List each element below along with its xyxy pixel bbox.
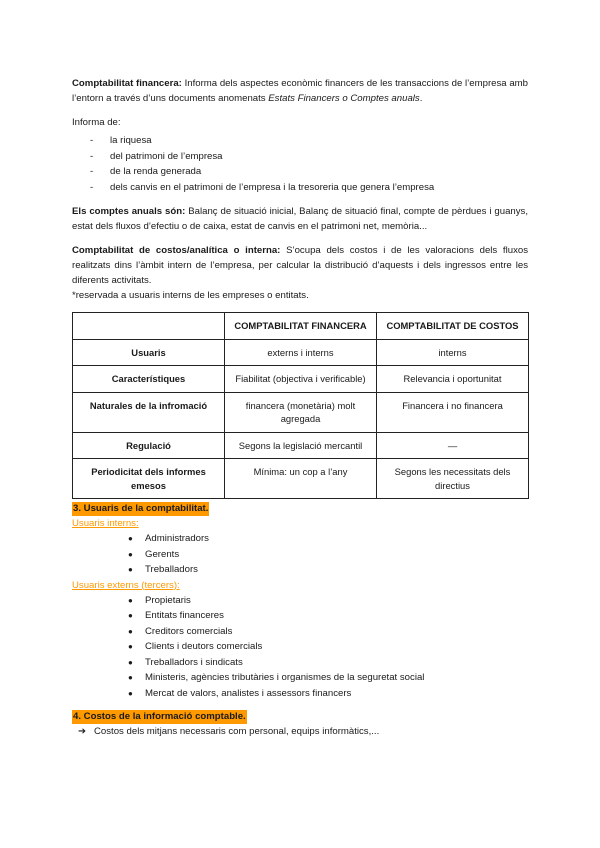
- externs-list: [72, 593, 528, 702]
- table-row: [73, 432, 529, 459]
- list-item: - del patrimoni de l’empresa: [72, 149, 528, 165]
- list-item: ● Ministeris, agències tributàries i organismes de la seguretat social: [72, 670, 528, 686]
- costos-label: Comptabilitat de costos/analítica o interna:: [72, 245, 281, 256]
- list-item: ● Treballadors i sindicats: [72, 655, 528, 671]
- table-row: [73, 366, 529, 393]
- table-cell: Fiabilitat (objectiva i verificable): [225, 366, 377, 393]
- costos-paragraph: Comptabilitat de costos/analítica o interna: S’ocupa dels costos i de les valoracions dels fluxos realitzats dins l’àmbit intern de l’empresa, per calcular la distribució d’aquests i dels ingressos entre les diferents activitats.: [72, 245, 528, 286]
- usuaris-externs-heading: Usuaris externs (tercers):: [72, 579, 180, 591]
- row-label: Periodicitat dels informes emesos: [73, 459, 225, 499]
- financera-text: Informa dels aspectes econòmic financers de les transaccions de l’empresa amb l’entorn a través d’uns documents anomenats: [72, 78, 529, 104]
- section-3: [72, 502, 528, 701]
- section-3-title: 3. Usuaris de la comptabilitat.: [73, 503, 209, 514]
- table-cell: Mínima: un cop a l’any: [225, 459, 377, 499]
- financera-paragraph: Comptabilitat financera: Informa dels aspectes econòmic financers de les transaccions de l’empresa amb l’entorn a través d’uns documents anomenats Estats Financers o Comptes anuals.: [72, 78, 529, 104]
- table-cell: Segons les necessitats dels directius: [377, 459, 529, 499]
- table-row: [73, 339, 529, 366]
- table-header-cell: [73, 313, 225, 340]
- list-item: - la riquesa: [72, 133, 528, 149]
- informa-list: [72, 133, 528, 195]
- table-row: [73, 459, 529, 499]
- row-label: Usuaris: [73, 339, 225, 366]
- reserved-note: *reservada a usuaris interns de les empreses o entitats.: [72, 290, 309, 301]
- list-item: - dels canvis en el patrimoni de l’empresa i la tresoreria que genera l’empresa: [72, 180, 528, 196]
- table-header-cell: COMPTABILITAT FINANCERA: [225, 313, 377, 340]
- list-item: - de la renda generada: [72, 164, 528, 180]
- table-cell: —: [377, 432, 529, 459]
- list-item: ● Treballadors: [72, 562, 528, 578]
- table-cell: financera (monetària) molt agregada: [225, 392, 377, 432]
- table-header-row: [73, 313, 529, 340]
- usuaris-interns-heading: Usuaris interns:: [72, 518, 139, 529]
- interns-list: [72, 531, 528, 578]
- informa-label: Informa de:: [72, 117, 121, 128]
- section-4-item: ➔ Costos dels mitjans necessaris com personal, equips informàtics,...: [78, 726, 380, 737]
- table-row: [73, 392, 529, 432]
- list-item: ● Propietaris: [72, 593, 528, 609]
- list-item: ● Gerents: [72, 547, 528, 563]
- table-cell: externs i interns: [225, 339, 377, 366]
- list-item: ● Administradors: [72, 531, 528, 547]
- document-page: [72, 76, 528, 739]
- comptes-paragraph: Els comptes anuals són: Balanç de situació inicial, Balanç de situació final, compte de pèrdues i guanys, estat dels fluxos d’efectiu o de caixa, estat de canvis en el patrimoni net, memòria...: [72, 206, 528, 232]
- table-cell: Financera i no financera: [377, 392, 529, 432]
- comptes-label: Els comptes anuals són:: [72, 206, 186, 217]
- table-header-cell: COMPTABILITAT DE COSTOS: [377, 313, 529, 340]
- section-4: [72, 710, 528, 739]
- financera-italic: Estats Financers o Comptes anuals: [268, 93, 420, 104]
- financera-label: Comptabilitat financera:: [72, 78, 182, 89]
- row-label: Regulació: [73, 432, 225, 459]
- list-item: ● Clients i deutors comercials: [72, 639, 528, 655]
- list-item: ● Entitats financeres: [72, 608, 528, 624]
- right-arrow-icon: ➔: [78, 726, 87, 737]
- section-4-title: 4. Costos de la informació comptable.: [73, 711, 246, 722]
- row-label: Característiques: [73, 366, 225, 393]
- table-cell: interns: [377, 339, 529, 366]
- table-cell: Relevancia i oportunitat: [377, 366, 529, 393]
- row-label: Naturales de la infromació: [73, 392, 225, 432]
- list-item: ● Mercat de valors, analistes i assessors financers: [72, 686, 528, 702]
- list-item: ● Creditors comercials: [72, 624, 528, 640]
- comparison-table: [72, 312, 529, 499]
- table-cell: Segons la legislació mercantil: [225, 432, 377, 459]
